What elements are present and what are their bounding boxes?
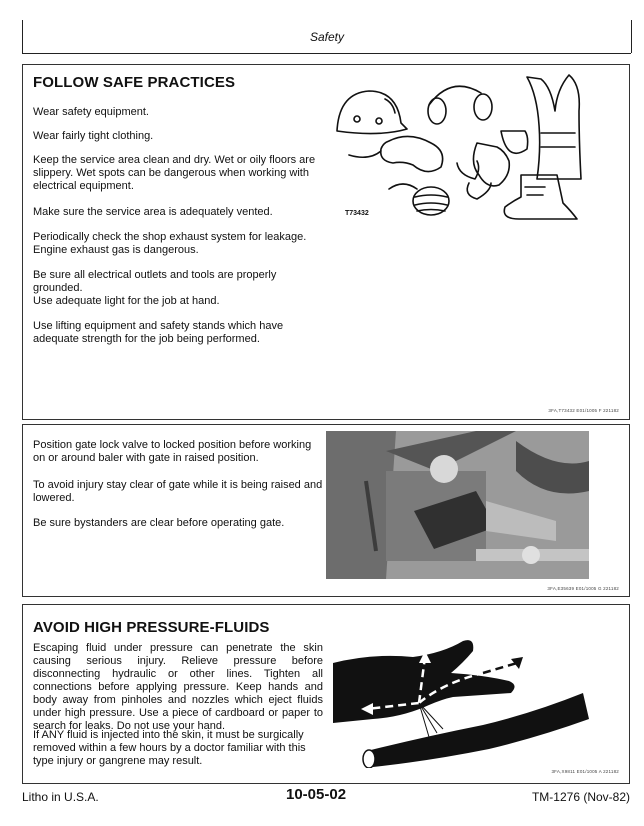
header-title: Safety	[309, 30, 345, 44]
ear-muffs-icon	[429, 86, 481, 105]
baler-gate-photo	[326, 431, 589, 579]
hand-fluid-injection-illustration	[333, 633, 597, 768]
footer-manual-id: TM-1276 (Nov-82)	[531, 790, 630, 804]
section-gate-lock	[22, 424, 630, 597]
paragraph: If ANY fluid is injected into the skin, it must be surgically removed within a few hours by a doctor familiar with this type injury or gangrene may result.	[33, 729, 306, 767]
goggles-icon	[381, 136, 443, 171]
section-high-pressure-fluids	[22, 604, 630, 784]
section-title: AVOID HIGH PRESSURE-FLUIDS	[33, 619, 270, 636]
paragraph: Use adequate light for the job at hand.	[33, 295, 220, 307]
hard-hat-icon	[337, 91, 407, 134]
reference-code: 3FA,T73432 E01/1005 F 221182	[548, 408, 619, 413]
paragraph: Position gate lock valve to locked position before working on or around baler with gate in raised position.	[33, 439, 312, 464]
paragraph: Keep the service area clean and dry. Wet or oily floors are slippery. Wet spots can be dangerous when working with electrical equipment.	[33, 154, 316, 192]
paragraph: Periodically check the shop exhaust system for leakage. Engine exhaust gas is dangerous.	[33, 231, 307, 256]
section-title: FOLLOW SAFE PRACTICES	[33, 74, 236, 91]
paragraph: Be sure all electrical outlets and tools are properly grounded.	[33, 269, 277, 294]
paragraph: Escaping fluid under pressure can penetrate the skin causing serious injury. Relieve pressure before disconnecting hydraulic or other lines. Tighten all connections before applying pressure. Keep hands and body away from pinholes and nozzles which eject fluids under high pressure. Use a piece of cardboard or paper to search for leaks. Do not use your hand.	[33, 642, 323, 732]
figure-label: T73432	[345, 210, 369, 217]
paragraph: Wear fairly tight clothing.	[33, 130, 154, 142]
reference-code: 3FA,X9811 E01/1005 A 221182	[551, 769, 619, 774]
paragraph: Make sure the service area is adequately vented.	[33, 206, 273, 218]
header-rule	[22, 53, 631, 54]
page-header	[22, 20, 632, 53]
paragraph: Be sure bystanders are clear before operating gate.	[33, 517, 285, 529]
paragraph: To avoid injury stay clear of gate while it is being raised and lowered.	[33, 479, 323, 504]
safety-boot-icon	[504, 175, 577, 219]
reference-code: 3FA,E35639 E01/1005 G 221182	[547, 586, 619, 591]
section-follow-safe-practices	[22, 64, 630, 420]
footer-litho: Litho in U.S.A.	[22, 790, 99, 804]
safety-equipment-illustration	[329, 71, 599, 231]
paragraph: Use lifting equipment and safety stands which have adequate strength for the job being performed.	[33, 320, 284, 345]
footer-page-number: 10-05-02	[286, 786, 347, 803]
paragraph: Wear safety equipment.	[33, 106, 149, 118]
vest-icon	[527, 75, 581, 179]
